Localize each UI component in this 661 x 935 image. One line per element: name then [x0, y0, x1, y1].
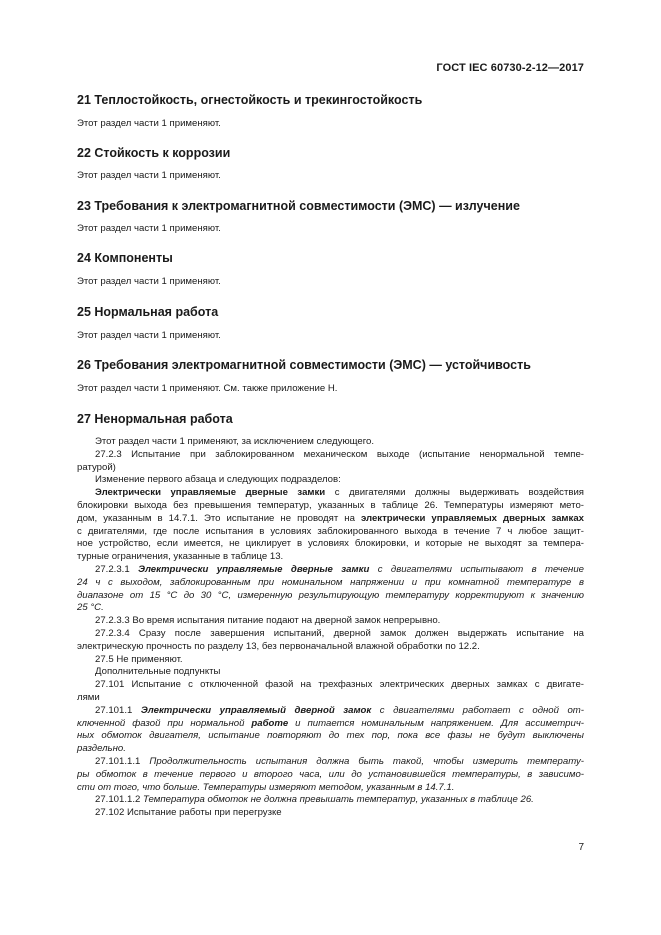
para-line: 25 °С. — [77, 602, 104, 614]
section-26-title: 26 Требования электромагнитной совместимости (ЭМС) — устойчивость — [77, 358, 531, 372]
para-line: 27.101 Испытание с отключенной фазой на трехфазных электрических дверных замках с двигате- — [95, 679, 584, 691]
term-bold: электрически управляемых дверных замках — [360, 512, 584, 524]
para-line: диапазоне от 15 °С до 30 °С, измеренную результирующую температуру корректируют к значению — [77, 589, 584, 601]
para-line: Этот раздел части 1 применяют, за исключением следующего. — [95, 436, 375, 447]
para-line: блокировки выхода без превышения температур, указанных в таблице 26. Температуры измеряют мето- — [77, 499, 584, 511]
standard-designation: ГОСТ IEC 60730-2-12—2017 — [436, 62, 584, 74]
section-22-text: Этот раздел части 1 применяют. — [77, 170, 221, 181]
para-line: ных обмоток двигателя, испытание повторяют до тех пор, пока все фазы не будут выключены — [77, 730, 584, 742]
para-line: раздельно. — [77, 743, 126, 755]
para-line: ключенной фазой при нормальной работе и питается номинальным напряжением. Для ассиметрич- — [77, 717, 584, 729]
term-bold: Электрически управляемый дверной замок — [140, 704, 372, 716]
para-line: 27.101.1.2 Температура обмоток не должна превышать температур, указанных в таблице 26. — [95, 794, 534, 806]
section-25-title: 25 Нормальная работа — [77, 305, 219, 319]
para-line: лями — [77, 691, 100, 703]
section-23-text: Этот раздел части 1 применяют. — [77, 223, 221, 234]
section-24-title: 24 Компоненты — [77, 251, 173, 265]
para-line: дом, указанным в 14.7.1. Это испытание не проводят на электрически управляемых дверных замках — [77, 512, 584, 524]
section-27-title: 27 Ненормальная работа — [77, 412, 233, 426]
para-line: 27.2.3.4 Сразу после завершения испытаний, дверной замок должен выдержать испытание на — [95, 627, 584, 639]
para-line: Дополнительные подпункты — [95, 666, 221, 678]
section-24-text: Этот раздел части 1 применяют. — [77, 276, 221, 287]
para-line: 27.2.3.1 Электрически управляемые дверные замки с двигателями испытывают в течение — [95, 563, 584, 575]
para-line: сти от того, что больше. Температуры измеряют методом, указанным в 14.7.1. — [77, 781, 455, 793]
para-line: 27.2.3 Испытание при заблокированном механическом выходе (испытание ненормальной темпе- — [95, 448, 584, 460]
para-line: 27.5 Не применяют. — [95, 653, 183, 665]
para-line: 27.2.3.3 Во время испытания питание подают на дверной замок непрерывно. — [95, 615, 441, 627]
section-21-text: Этот раздел части 1 применяют. — [77, 118, 221, 129]
section-23-title: 23 Требования к электромагнитной совместимости (ЭМС) — излучение — [77, 199, 520, 213]
para-line: турные ограничения, указанные в таблице 13. — [77, 551, 284, 563]
para-line: Изменение первого абзаца и следующих подразделов: — [95, 474, 341, 486]
para-line: ры обмоток в течение первого и второго часа, или до установившейся температуры, в зависимо- — [77, 768, 584, 780]
section-25-text: Этот раздел части 1 применяют. — [77, 330, 221, 341]
para-line: с двигателями, где после испытания в условиях заблокированного выхода в течение 7 ч любое защит- — [77, 525, 584, 537]
section-26-text: Этот раздел части 1 применяют. См. также приложение Н. — [77, 383, 338, 394]
term-bold: Электрически управляемые дверные замки — [138, 563, 370, 575]
term-bold: Электрически управляемые дверные замки — [95, 487, 326, 499]
term-bold: работе — [251, 717, 289, 729]
section-21-title: 21 Теплостойкость, огнестойкость и трекингостойкость — [77, 93, 423, 107]
para-line: 24 ч с выходом, заблокированным при номинальном напряжении и при комнатной температуре в — [77, 576, 584, 588]
para-line: ратурой) — [77, 461, 116, 473]
page-number: 7 — [578, 842, 584, 853]
para-line: Электрически управляемые дверные замки с двигателями должны выдерживать воздействия — [95, 487, 584, 499]
para-line: 27.101.1.1 Продолжительность испытания должна быть такой, чтобы измерить температу- — [95, 755, 584, 767]
para-line: 27.101.1 Электрически управляемый дверной замок с двигателями работает с одной от- — [95, 704, 584, 716]
section-22-title: 22 Стойкость к коррозии — [77, 146, 231, 160]
para-line: ное устройство, если имеется, не циклирует в условиях блокировки, и которые не выходят за темпера- — [77, 538, 584, 550]
para-line: электрическую прочность по разделу 13, без первоначальной влажной обработки по 12.2. — [77, 640, 480, 652]
section-27-body — [77, 436, 584, 820]
para-line: 27.102 Испытание работы при перегрузке — [95, 807, 282, 819]
